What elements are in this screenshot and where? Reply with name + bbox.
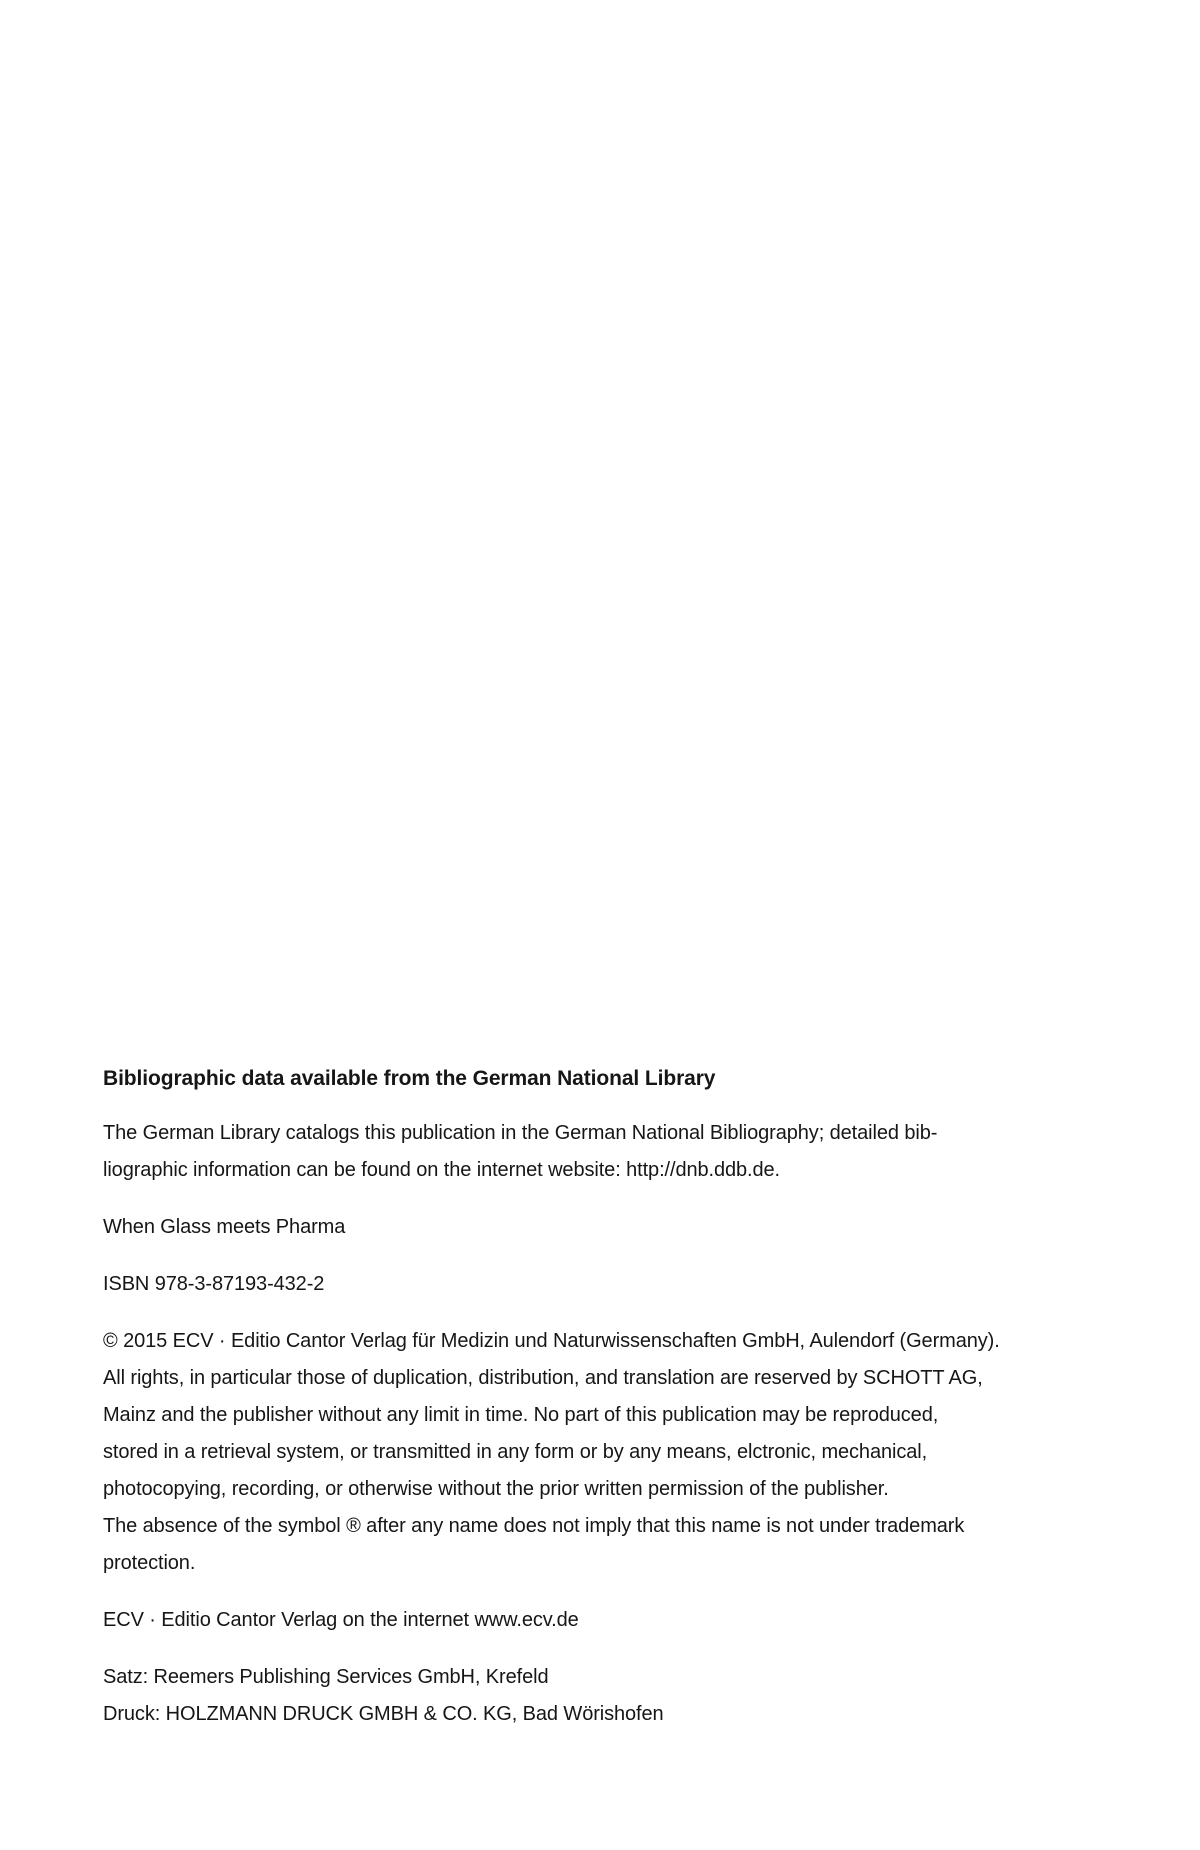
book-title-paragraph: [103, 1209, 1113, 1246]
copyright-line: © 2015 ECV · Editio Cantor Verlag für Medizin und Naturwissenschaften GmbH, Aulendorf (Germany).: [103, 1330, 1000, 1352]
bibliography-note-line: liographic information can be found on the internet website: http://dnb.ddb.de.: [103, 1159, 781, 1181]
isbn-line: ISBN 978-3-87193-432-2: [103, 1273, 325, 1295]
copyright-line: photocopying, recording, or otherwise without the prior written permission of the publisher.: [103, 1478, 889, 1500]
colophon-heading-paragraph: [103, 1060, 1113, 1097]
publisher-website-line: ECV · Editio Cantor Verlag on the internet www.ecv.de: [103, 1609, 579, 1631]
colophon-heading: Bibliographic data available from the German National Library: [103, 1067, 716, 1090]
production-line: Satz: Reemers Publishing Services GmbH, Krefeld: [103, 1666, 549, 1688]
copyright-line: The absence of the symbol ® after any name does not imply that this name is not under trademark: [103, 1515, 965, 1537]
production-line: Druck: HOLZMANN DRUCK GMBH & CO. KG, Bad Wörishofen: [103, 1703, 664, 1725]
copyright-line: stored in a retrieval system, or transmitted in any form or by any means, elctronic, mechanical,: [103, 1441, 928, 1463]
bibliography-note-line: The German Library catalogs this publication in the German National Bibliography; detailed bib-: [103, 1122, 938, 1144]
copyright-paragraph: [103, 1323, 1113, 1582]
bibliography-note-paragraph: [103, 1115, 1113, 1189]
production-credits-paragraph: [103, 1659, 1113, 1733]
publisher-website-paragraph: [103, 1602, 1113, 1639]
copyright-line: protection.: [103, 1552, 196, 1574]
copyright-line: Mainz and the publisher without any limit in time. No part of this publication may be reproduced,: [103, 1404, 939, 1426]
book-title: When Glass meets Pharma: [103, 1216, 346, 1238]
isbn-paragraph: [103, 1266, 1113, 1303]
colophon-text-block: [103, 1060, 1113, 1733]
copyright-line: All rights, in particular those of duplication, distribution, and translation are reserved by SCHOTT AG,: [103, 1367, 983, 1389]
